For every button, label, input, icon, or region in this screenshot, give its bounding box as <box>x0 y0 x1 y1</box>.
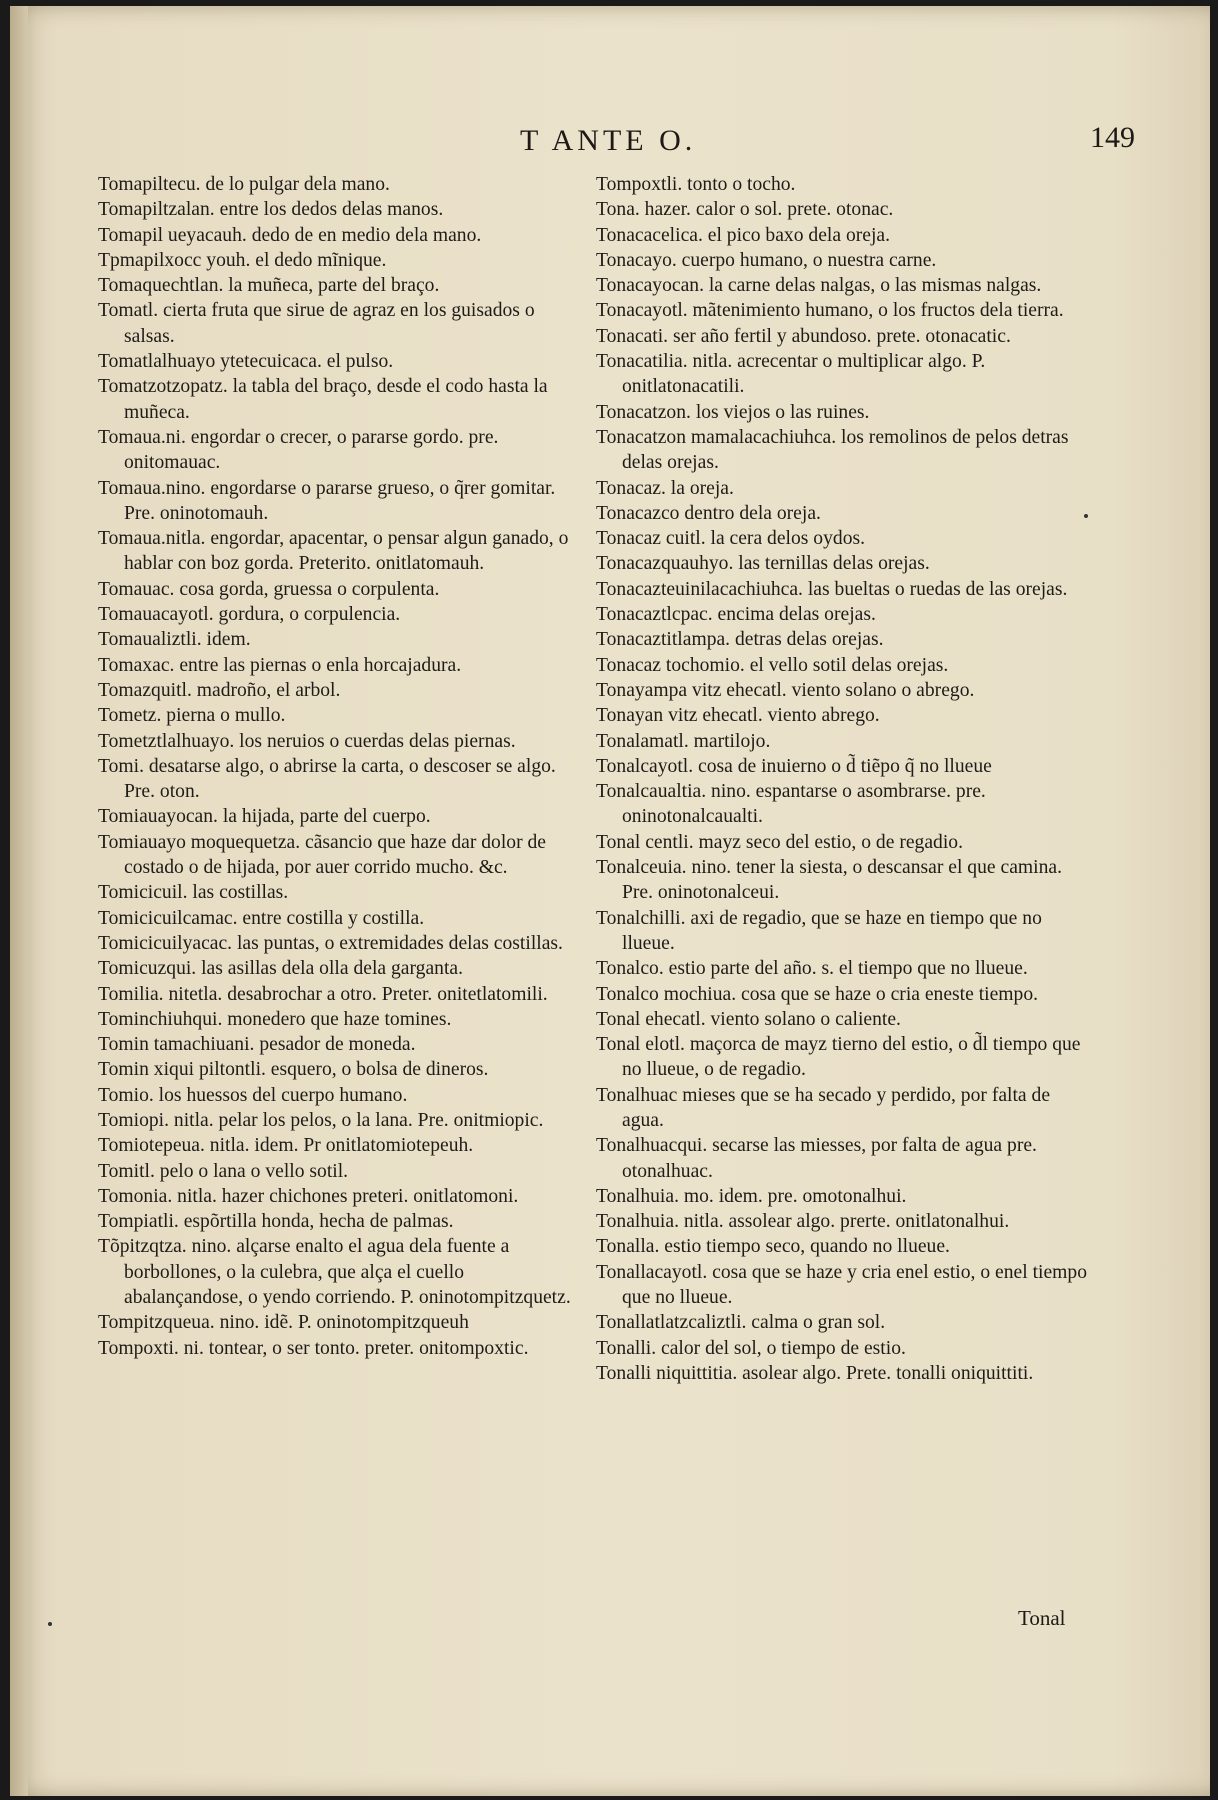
dictionary-entry: Tomitl. pelo o lana o vello sotil. <box>98 1160 349 1182</box>
dictionary-entry: Tonacaz. la oreja. <box>596 477 734 499</box>
dictionary-entry: Tomapiltecu. de lo pulgar dela mano. <box>98 174 390 195</box>
dictionary-entry: Tomio. los huessos del cuerpo humano. <box>98 1084 408 1106</box>
dictionary-entry: Tonalco mochiua. cosa que se haze o cria eneste tiempo. <box>596 983 1039 1005</box>
ink-speck <box>1084 514 1088 518</box>
dictionary-entry: Tomilia. nitetla. desabrochar a otro. Preter. onitetlatomili. <box>98 983 548 1005</box>
dictionary-entry: Tonacaztlcpac. encima delas orejas. <box>596 604 876 626</box>
dictionary-entry: Tona. hazer. calor o sol. prete. otonac. <box>596 199 894 221</box>
dictionary-entry: Tonalhuia. mo. idem. pre. omotonalhui. <box>596 1185 907 1207</box>
dictionary-entry: Tominchiuhqui. monedero que haze tomines. <box>98 1008 452 1030</box>
dictionary-entry: Tonacatzon. los viejos o las ruines. <box>596 401 870 423</box>
dictionary-entry: Tompoxtli. tonto o tocho. <box>596 174 796 195</box>
ink-speck <box>48 1622 52 1626</box>
dictionary-entry: Tonacayocan. la carne delas nalgas, o las mismas nalgas. <box>596 275 1042 297</box>
dictionary-entry: Tonalchilli. axi de regadio, que se haze en tiempo que no llueue. <box>596 907 1042 954</box>
dictionary-entry: Tonalla. estio tiempo seco, quando no llueue. <box>596 1236 950 1258</box>
dictionary-entry: Tomiauayocan. la hijada, parte del cuerpo. <box>98 806 431 828</box>
dictionary-entry: Tonacayotl. mãtenimiento humano, o los fructos dela tierra. <box>596 300 1064 322</box>
dictionary-entry: Tonal ehecatl. viento solano o caliente. <box>596 1008 901 1030</box>
dictionary-entry: Tomaquechtlan. la muñeca, parte del braço. <box>98 275 440 297</box>
dictionary-entry: Tonacatilia. nitla. acrecentar o multiplicar algo. P. onitlatonacatili. <box>596 351 986 398</box>
dictionary-entry: Tomaua.nino. engordarse o pararse grueso, o q̃rer gomitar. Pre. oninotomauh. <box>98 477 556 524</box>
dictionary-entry: Tomatlalhuayo ytetecuicaca. el pulso. <box>98 351 394 373</box>
adjacent-page-edge <box>10 6 28 1796</box>
dictionary-entry: Tonal centli. mayz seco del estio, o de regadio. <box>596 831 963 853</box>
dictionary-entry: Tomatl. cierta fruta que sirue de agraz en los guisados o salsas. <box>98 300 535 347</box>
dictionary-entry: Tomauac. cosa gorda, gruessa o corpulenta. <box>98 578 440 600</box>
dictionary-entry: Tomaualiztli. idem. <box>98 629 251 651</box>
dictionary-entry: Tomicicuil. las costillas. <box>98 882 289 904</box>
dictionary-entry: Tonacatzon mamalacachiuhca. los remolinos de pelos detras delas orejas. <box>596 426 1069 474</box>
dictionary-entry: Tomi. desatarse algo, o abrirse la carta, o descoser se algo. Pre. oton. <box>98 755 556 803</box>
dictionary-entry: Tomaua.ni. engordar o crecer, o pararse gordo. pre. onitomauac. <box>98 426 499 474</box>
dictionary-entry: Tompiatli. espõrtilla honda, hecha de palmas. <box>98 1211 454 1233</box>
dictionary-entry: Tometz. pierna o mullo. <box>98 705 286 727</box>
dictionary-entry: Tomapil ueyacauh. dedo de en medio dela mano. <box>98 224 482 246</box>
dictionary-entry: Tonalhuia. nitla. assolear algo. prerte. onitlatonalhui. <box>596 1211 1010 1233</box>
dictionary-entry: Tomiopi. nitla. pelar los pelos, o la lana. Pre. onitmiopic. <box>98 1109 544 1131</box>
dictionary-entry: Tomatzotzopatz. la tabla del braço, desde el codo hasta la muñeca. <box>98 376 548 423</box>
dictionary-entry: Tomazquitl. madroño, el arbol. <box>98 679 341 701</box>
dictionary-entry: Tompoxti. ni. tontear, o ser tonto. preter. onitompoxtic. <box>98 1337 529 1359</box>
catchword: Tonal <box>1018 1606 1066 1630</box>
dictionary-entry: Tomapiltzalan. entre los dedos delas manos. <box>98 199 444 221</box>
dictionary-entry: Tonalamatl. martilojo. <box>596 730 771 752</box>
book-page <box>10 6 1210 1796</box>
dictionary-entry: Tompitzqueua. nino. idẽ. P. oninotompitzqueuh <box>98 1312 469 1334</box>
dictionary-entry: Tonalli. calor del sol, o tiempo de estio. <box>596 1337 906 1359</box>
dictionary-entry: Tonal elotl. maçorca de mayz tierno del estio, o d̃l tiempo que no llueue, o de regadio. <box>596 1034 1081 1081</box>
left-column <box>98 172 588 1361</box>
dictionary-entry: Tomonia. nitla. hazer chichones preteri. onitlatomoni. <box>98 1185 519 1207</box>
dictionary-entry: Tomicicuilcamac. entre costilla y costilla. <box>98 907 425 929</box>
dictionary-entry: Tonalhuac mieses que se ha secado y perdido, por falta de agua. <box>596 1084 1051 1131</box>
dictionary-entry: Tonalco. estio parte del año. s. el tiempo que no llueue. <box>596 958 1028 980</box>
dictionary-entry: Tomin xiqui piltontli. esquero, o bolsa de dineros. <box>98 1059 489 1081</box>
dictionary-entry: Tonacazteuinilacachiuhca. las bueltas o ruedas de las orejas. <box>596 578 1068 600</box>
dictionary-entry: Tonalcaualtia. nino. espantarse o asombrarse. pre. oninotonalcaualti. <box>596 781 986 828</box>
dictionary-entry: Tonalli niquittitia. asolear algo. Prete. tonalli oniquittiti. <box>596 1362 1034 1384</box>
dictionary-entry: Tonalhuacqui. secarse las miesses, por falta de agua pre. otonalhuac. <box>596 1135 1037 1182</box>
dictionary-entry: Tonayampa vitz ehecatl. viento solano o abrego. <box>596 679 975 701</box>
dictionary-entry: Tonacayo. cuerpo humano, o nuestra carne. <box>596 249 937 271</box>
dictionary-entry: Tonallatlatzcaliztli. calma o gran sol. <box>596 1312 886 1334</box>
dictionary-entry: Tonayan vitz ehecatl. viento abrego. <box>596 705 880 727</box>
dictionary-entry: Tomiauayo moquequetza. cãsancio que haze dar dolor de costado o de hijada, por auer corrido mucho. &c. <box>98 831 547 879</box>
dictionary-entry: Tonacati. ser año fertil y abundoso. prete. otonacatic. <box>596 325 1011 347</box>
dictionary-entry: Tomaxac. entre las piernas o enla horcajadura. <box>98 654 462 676</box>
dictionary-entry: Tonacacelica. el pico baxo dela oreja. <box>596 224 891 246</box>
dictionary-entry: Tonacaz tochomio. el vello sotil delas orejas. <box>596 654 949 676</box>
running-head: T ANTE O. <box>520 124 697 157</box>
dictionary-entry: Tonacazco dentro dela oreja. <box>596 502 821 524</box>
dictionary-entry: Tonallacayotl. cosa que se haze y cria enel estio, o enel tiempo que no llueue. <box>596 1261 1087 1309</box>
dictionary-entry: Tonacazquauhyo. las ternillas delas orejas. <box>596 553 930 575</box>
page-number: 149 <box>1090 121 1135 154</box>
dictionary-entry: Tomicuzqui. las asillas dela olla dela garganta. <box>98 958 463 980</box>
right-column <box>596 172 1090 1386</box>
dictionary-entry: Tomauacayotl. gordura, o corpulencia. <box>98 604 401 626</box>
dictionary-entry: Tonacaz cuitl. la cera delos oydos. <box>596 528 866 550</box>
dictionary-entry: Tomin tamachiuani. pesador de moneda. <box>98 1034 416 1056</box>
dictionary-entry: Tonacaztitlampa. detras delas orejas. <box>596 629 884 651</box>
dictionary-entry: Tonalcayotl. cosa de inuierno o d̃ tiẽpo q̃ no llueue <box>596 755 992 777</box>
dictionary-entry: Tonalceuia. nino. tener la siesta, o descansar el que camina. Pre. oninotonalceui. <box>596 857 1062 904</box>
dictionary-entry: Tomaua.nitla. engordar, apacentar, o pensar algun ganado, o hablar con boz gorda. Preterito. onitlatomauh. <box>98 528 569 575</box>
dictionary-entry: Tomiotepeua. nitla. idem. Pr onitlatomiotepeuh. <box>98 1135 474 1157</box>
dictionary-entry: Tometztlalhuayo. los neruios o cuerdas delas piernas. <box>98 730 516 752</box>
dictionary-entry: Tomicicuilyacac. las puntas, o extremidades delas costillas. <box>98 932 563 954</box>
dictionary-entry: Tõpitzqtza. nino. alçarse enalto el agua dela fuente a borbollones, o la culebra, que alça el cuello abalançandose, o yendo corriendo. P. oninotompitzquetz. <box>98 1236 571 1309</box>
dictionary-entry: Tpmapilxocc youh. el dedo mĩnique. <box>98 249 387 271</box>
